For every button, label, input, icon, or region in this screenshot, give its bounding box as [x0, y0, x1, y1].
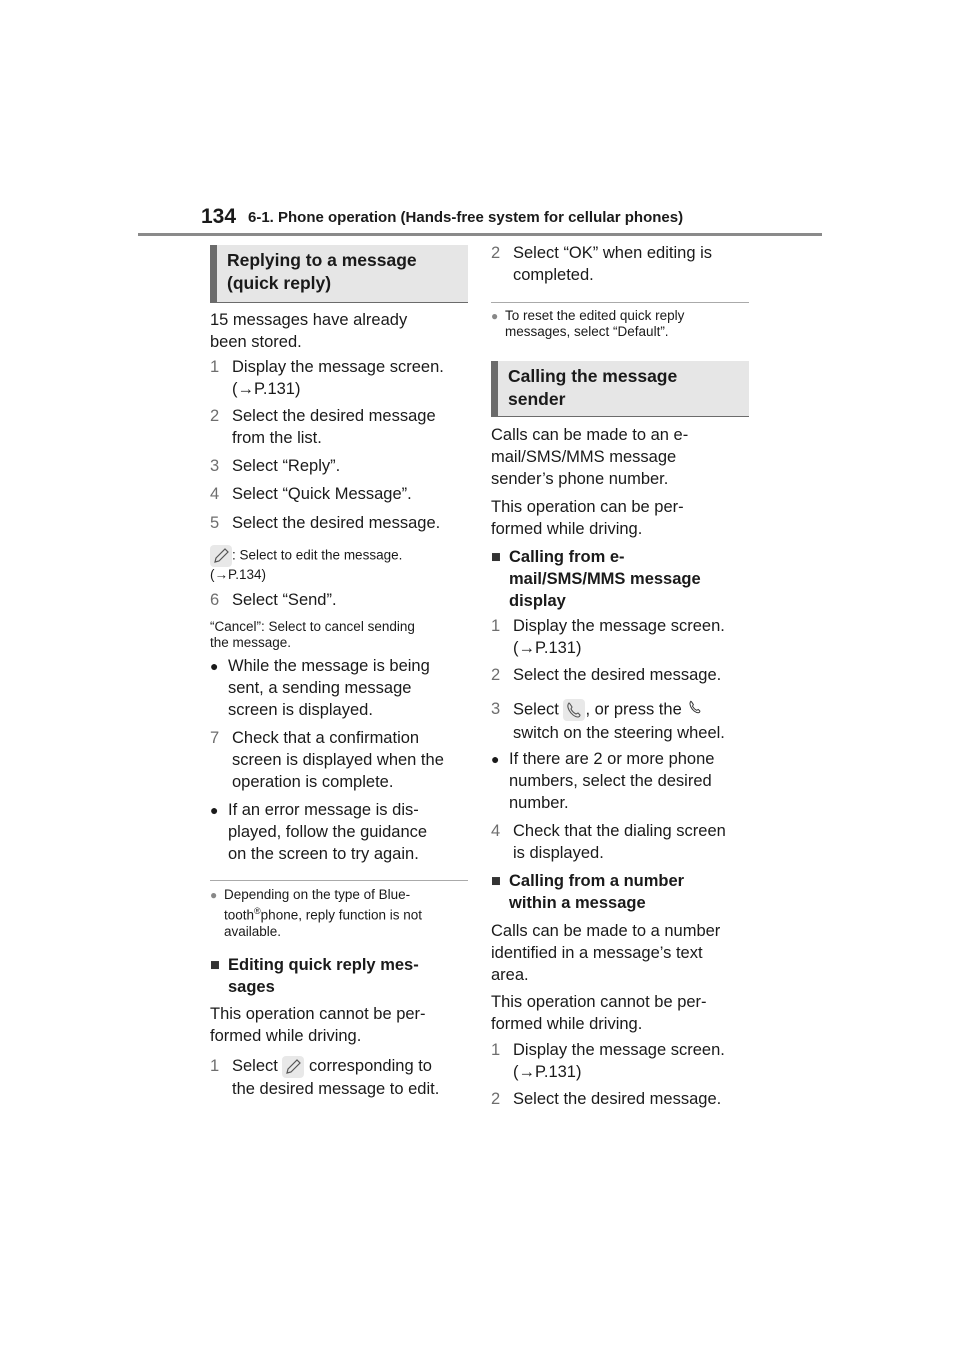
- text-line: been stored.: [210, 333, 302, 351]
- step-text: Select: [513, 700, 559, 719]
- intro-paragraph: [210, 309, 470, 353]
- step-text: Select the desired message: [232, 407, 436, 425]
- header-rule: [138, 233, 822, 236]
- note-divider: [210, 880, 468, 881]
- bullet-text: sent, a sending message: [228, 679, 412, 697]
- text-line: Calls can be made to an e-: [491, 426, 689, 444]
- heading-quick-reply: [210, 245, 468, 303]
- text-line: identified in a message’s text: [491, 944, 703, 962]
- text-line: formed while driving.: [491, 520, 643, 538]
- step-number: 1: [210, 358, 220, 376]
- heading-line: Replying to a message: [227, 250, 417, 270]
- step-text: operation is complete.: [232, 773, 394, 791]
- text-line: sender’s phone number.: [491, 470, 669, 488]
- heading-line: (quick reply): [227, 273, 332, 293]
- info-bullet-icon: ●: [210, 888, 218, 902]
- calling-paragraph-1: [491, 424, 751, 490]
- bullet-text: While the message is being: [228, 657, 430, 675]
- bullet-icon: ●: [491, 751, 500, 767]
- step-number: 1: [491, 1041, 501, 1059]
- bullet-text: screen is displayed.: [228, 701, 373, 719]
- step-text: corresponding to: [309, 1057, 432, 1075]
- step-text: Select the desired message.: [513, 1090, 722, 1108]
- step-number: 4: [210, 485, 220, 503]
- step-number: 4: [491, 822, 501, 840]
- step-text: Select: [232, 1057, 278, 1075]
- note-text: messages, select “Default”.: [505, 324, 669, 339]
- subheading-text: mail/SMS/MMS message: [509, 570, 701, 588]
- text-line: This operation cannot be per-: [210, 1005, 426, 1023]
- bullet-text: played, follow the guidance: [228, 823, 428, 841]
- note-text: the message.: [210, 635, 292, 650]
- step-number: 2: [491, 666, 501, 684]
- calling-paragraph-4: [491, 991, 751, 1035]
- square-bullet-icon: ■: [210, 956, 220, 974]
- step-number: 6: [210, 591, 220, 609]
- step-number: 5: [210, 514, 220, 532]
- note-text: tooth: [224, 907, 255, 923]
- step-number: 3: [210, 457, 220, 475]
- text-line: area.: [491, 966, 529, 984]
- step-text: Select “OK” when editing is: [513, 244, 713, 262]
- phone-icon: [563, 699, 585, 721]
- bullet-icon: ●: [210, 658, 219, 674]
- step-number: 1: [491, 617, 501, 635]
- pencil-icon: [282, 1056, 304, 1078]
- step-text: completed.: [513, 266, 594, 284]
- step-text: , or press the: [585, 700, 682, 719]
- heading-calling-sender: [491, 361, 749, 417]
- heading-line: sender: [508, 389, 566, 409]
- step-number: 3: [491, 700, 501, 718]
- step-text: Display the message screen.: [232, 358, 444, 376]
- text-line: Calls can be made to a number: [491, 922, 721, 940]
- note-divider: [491, 302, 749, 303]
- bullet-text: number.: [509, 794, 569, 812]
- subheading-text: Editing quick reply mes-: [228, 956, 419, 974]
- step-text: the desired message to edit.: [232, 1079, 440, 1098]
- square-bullet-icon: ■: [491, 872, 501, 890]
- page-number: 134: [201, 205, 237, 228]
- registered-mark: ®: [254, 906, 261, 916]
- calling-paragraph-2: [491, 496, 751, 540]
- step-text: Select “Reply”.: [232, 457, 341, 475]
- note-text: Depending on the type of Blue-: [224, 887, 411, 902]
- note-text: available.: [224, 923, 282, 939]
- bullet-text: on the screen to try again.: [228, 845, 419, 863]
- step-text: switch on the steering wheel.: [513, 724, 725, 742]
- info-bullet-icon: ●: [491, 309, 499, 323]
- page-reference: (→P.131): [232, 380, 301, 398]
- step-text: Check that the dialing screen: [513, 822, 726, 840]
- step-number: 2: [491, 1090, 501, 1108]
- text-line: This operation can be per-: [491, 498, 684, 516]
- text-line: formed while driving.: [491, 1015, 643, 1033]
- heading-line: Calling the message: [508, 366, 678, 386]
- note-text: “Cancel”: Select to cancel sending: [210, 619, 415, 634]
- text-line: 15 messages have already: [210, 311, 408, 329]
- subheading-text: sages: [228, 978, 275, 996]
- page-reference: (→P.131): [513, 639, 582, 657]
- calling-paragraph-3: [491, 920, 751, 986]
- text-line: formed while driving.: [210, 1027, 362, 1045]
- text-line: mail/SMS/MMS message: [491, 448, 677, 466]
- step-text: Select the desired message.: [232, 514, 441, 532]
- note-text: phone, reply function is not: [260, 907, 423, 923]
- subheading-text: within a message: [509, 894, 646, 912]
- step-text: Select the desired message.: [513, 666, 722, 684]
- step-text: Check that a confirmation: [232, 729, 420, 747]
- step-text: from the list.: [232, 429, 322, 447]
- pencil-icon: [210, 545, 232, 567]
- step-number: 1: [210, 1057, 220, 1075]
- page-reference: (→P.131): [513, 1063, 582, 1081]
- bullet-text: If an error message is dis-: [228, 801, 419, 819]
- subheading-text: Calling from a number: [509, 872, 685, 890]
- note-text: To reset the edited quick reply: [505, 308, 685, 323]
- subheading-text: display: [509, 592, 566, 610]
- step-number: 2: [491, 244, 501, 262]
- bullet-text: numbers, select the desired: [509, 772, 712, 790]
- page-reference: (→P.134): [210, 567, 267, 582]
- section-title: 6-1. Phone operation (Hands-free system for cellular phones): [248, 209, 684, 226]
- step-text: screen is displayed when the: [232, 751, 444, 769]
- edit-icon-note: [210, 545, 470, 583]
- subheading-text: Calling from e-: [509, 548, 625, 566]
- step-text: is displayed.: [513, 844, 604, 862]
- step-text: Display the message screen.: [513, 1041, 725, 1059]
- bullet-icon: ●: [210, 802, 219, 818]
- bullet-text: If there are 2 or more phone: [509, 750, 715, 768]
- square-bullet-icon: ■: [491, 548, 501, 566]
- step-text: Select “Quick Message”.: [232, 485, 412, 503]
- cancel-note: [210, 619, 470, 651]
- note-text: : Select to edit the message.: [232, 547, 403, 563]
- step-number: 7: [210, 729, 220, 747]
- step-text: Select “Send”.: [232, 591, 337, 609]
- editing-paragraph: [210, 1003, 470, 1047]
- text-line: This operation cannot be per-: [491, 993, 707, 1011]
- step-text: Display the message screen.: [513, 617, 725, 635]
- phone-icon: [686, 698, 704, 722]
- step-number: 2: [210, 407, 220, 425]
